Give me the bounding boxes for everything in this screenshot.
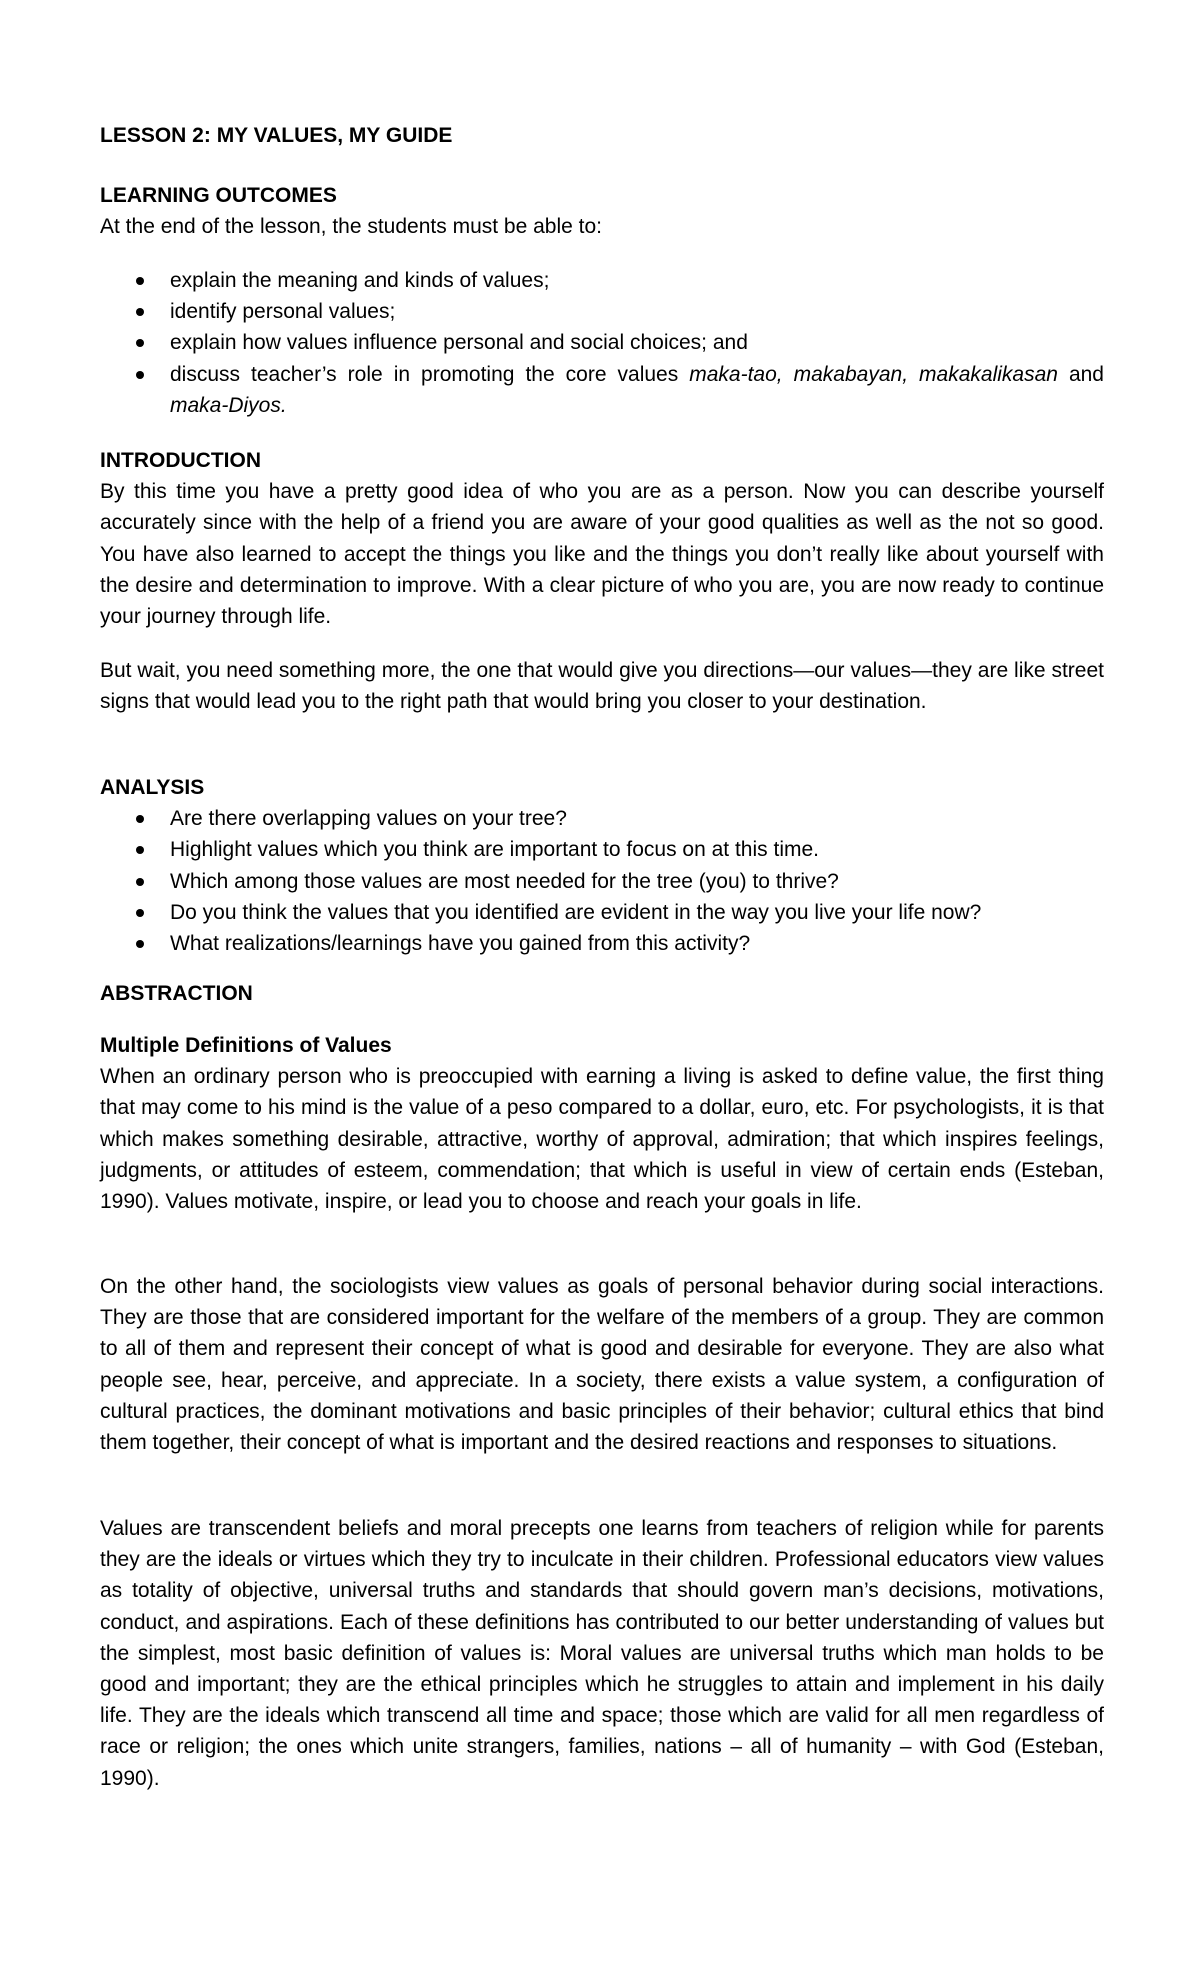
learning-outcomes-intro: At the end of the lesson, the students must be able to: — [100, 215, 602, 239]
learning-outcomes-list — [100, 265, 1104, 421]
abstraction-heading: ABSTRACTION — [100, 982, 253, 1005]
lesson-title: LESSON 2: MY VALUES, MY GUIDE — [100, 124, 453, 147]
bullet-icon — [136, 308, 144, 316]
bullet-icon — [136, 277, 144, 285]
list-item — [100, 866, 1104, 897]
list-item — [100, 359, 1104, 421]
list-item-text: Do you think the values that you identified are evident in the way you live your life now? — [170, 900, 982, 924]
bullet-icon — [136, 878, 144, 886]
list-item-text: Highlight values which you think are important to focus on at this time. — [170, 838, 819, 862]
analysis-heading: ANALYSIS — [100, 776, 205, 799]
learning-outcomes-heading: LEARNING OUTCOMES — [100, 184, 337, 207]
list-item-text: Are there overlapping values on your tree? — [170, 807, 567, 831]
list-item — [100, 296, 1104, 327]
list-item-text: explain how values influence personal and social choices; and — [170, 331, 748, 355]
abstraction-section — [100, 1030, 1104, 1217]
paragraph: When an ordinary person who is preoccupied with earning a living is asked to define value, the first thing that may come to his mind is the value of a peso compared to a dollar, euro, etc. For psychologists, it is that which makes something desirable, attractive, worthy of approval, admiration; that which inspires feelings, judgments, or attitudes of esteem, commendation; that which is useful in view of certain ends (Esteban, 1990). Values motivate, inspire, or lead you to choose and reach your goals in life. — [100, 1065, 1104, 1214]
list-item — [100, 803, 1104, 834]
paragraph: Values are transcendent beliefs and moral precepts one learns from teachers of religion while for parents they are the ideals or virtues which they try to inculcate in their children. Professional educators view values as totality of objective, universal truths and standards that should govern man’s decisions, motivations, conduct, and aspirations. Each of these definitions has contributed to our better understanding of values but the simplest, most basic definition of values is: Moral values are universal truths which man holds to be good and important; they are the ethical principles which he struggles to attain and implement in his daily life. They are the ideals which transcend all time and space; those which are valid for all men regardless of race or religion; the ones which unite strangers, families, nations – all of humanity – with God (Esteban, 1990). — [100, 1517, 1104, 1790]
bullet-icon — [136, 846, 144, 854]
core-value-italic: maka-Diyos. — [170, 393, 287, 417]
list-item-text: Which among those values are most needed for the tree (you) to thrive? — [170, 869, 839, 893]
list-item — [100, 928, 1104, 959]
core-values-italic: maka-tao, makabayan, makakalikasan — [689, 362, 1058, 386]
learning-outcomes-section — [100, 180, 1104, 242]
list-item-text: explain the meaning and kinds of values; — [170, 269, 550, 292]
analysis-section — [100, 772, 1104, 959]
bullet-icon — [136, 909, 144, 917]
list-item — [100, 897, 1104, 928]
paragraph: On the other hand, the sociologists view values as goals of personal behavior during social interactions. They are those that are considered important for the welfare of the members of a group. They are common to all of them and represent their concept of what is good and desirable for everyone. They are also what people see, hear, perceive, and appreciate. In a society, there exists a value system, a configuration of cultural practices, the dominant motivations and basic principles of their behavior; cultural ethics that bind them together, their concept of what is important and the desired reactions and responses to situations. — [100, 1275, 1104, 1455]
introduction-section — [100, 445, 1104, 632]
bullet-icon — [136, 371, 144, 379]
list-item — [100, 265, 1104, 296]
subheading: Multiple Definitions of Values — [100, 1034, 392, 1057]
list-item — [100, 327, 1104, 358]
bullet-icon — [136, 815, 144, 823]
list-item-text: identify personal values; — [170, 300, 396, 324]
list-item-text: What realizations/learnings have you gained from this activity? — [170, 932, 751, 956]
introduction-paragraph-2-wrap — [100, 655, 1104, 717]
introduction-heading: INTRODUCTION — [100, 449, 261, 472]
list-item-text: discuss teacher’s role in promoting the core values — [170, 362, 690, 386]
abstraction-paragraph-2-wrap — [100, 1271, 1104, 1458]
paragraph: But wait, you need something more, the one that would give you directions—our values—they are like street signs that would lead you to the right path that would bring you closer to your destination. — [100, 659, 1104, 714]
list-item — [100, 834, 1104, 865]
bullet-icon — [136, 940, 144, 948]
bullet-icon — [136, 339, 144, 347]
list-item-text: and — [1057, 362, 1104, 386]
paragraph: By this time you have a pretty good idea of who you are as a person. Now you can describe yourself accurately since with the help of a friend you are aware of your good qualities as well as the not so good. You have also learned to accept the things you like and the things you don’t really like about yourself with the desire and determination to improve. With a clear picture of who you are, you are now ready to continue your journey through life. — [100, 480, 1104, 629]
abstraction-paragraph-3-wrap — [100, 1513, 1104, 1794]
